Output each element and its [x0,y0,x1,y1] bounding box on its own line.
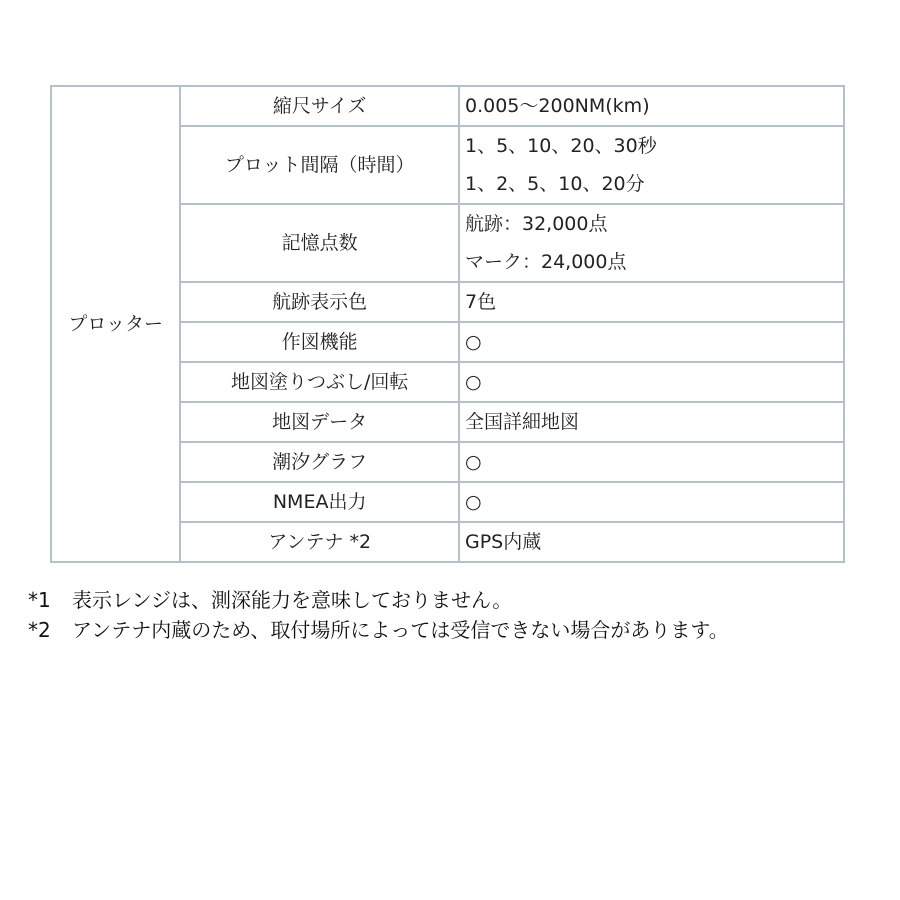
value-line: GPS内蔵 [465,531,542,553]
value-cell [459,126,844,204]
footnote-text: アンテナ内蔵のため、取付場所によっては受信できない場合があります。 [72,618,729,642]
value-line: 1、2、5、10、20分 [465,173,645,195]
value-cell [459,86,844,126]
value-line: ○ [465,371,482,393]
value-line: 7色 [465,291,497,313]
item-cell: 縮尺サイズ [180,86,459,126]
value-line: 1、5、10、20、30秒 [465,135,657,157]
item-cell: 地図塗りつぶし/回転 [180,362,459,402]
value-line: ○ [465,451,482,473]
item-cell: 潮汐グラフ [180,442,459,482]
table-row [51,86,844,126]
value-line: 航跡：32,000点 [465,213,608,235]
value-cell [459,282,844,322]
value-line: 全国詳細地図 [465,411,580,433]
value-cell [459,402,844,442]
value-cell [459,442,844,482]
item-cell: アンテナ *2 [180,522,459,562]
value-line: マーク：24,000点 [465,251,627,273]
value-cell [459,522,844,562]
footnote-text: 表示レンジは、測深能力を意味しておりません。 [72,588,513,612]
spec-table [50,85,845,563]
value-line: ○ [465,331,482,353]
footnote [28,615,729,645]
category-cell: プロッター [51,86,180,562]
footnotes [28,585,729,645]
value-cell [459,482,844,522]
footnote [28,585,729,615]
footnote-mark: *1 [28,588,51,612]
item-cell: 地図データ [180,402,459,442]
value-cell [459,322,844,362]
item-cell: NMEA出力 [180,482,459,522]
value-cell [459,362,844,402]
value-line: ○ [465,491,482,513]
value-cell [459,204,844,282]
value-line: 0.005～200NM(km) [465,95,650,117]
item-cell: 記憶点数 [180,204,459,282]
item-cell: プロット間隔（時間） [180,126,459,204]
footnote-mark: *2 [28,618,51,642]
item-cell: 航跡表示色 [180,282,459,322]
item-cell: 作図機能 [180,322,459,362]
